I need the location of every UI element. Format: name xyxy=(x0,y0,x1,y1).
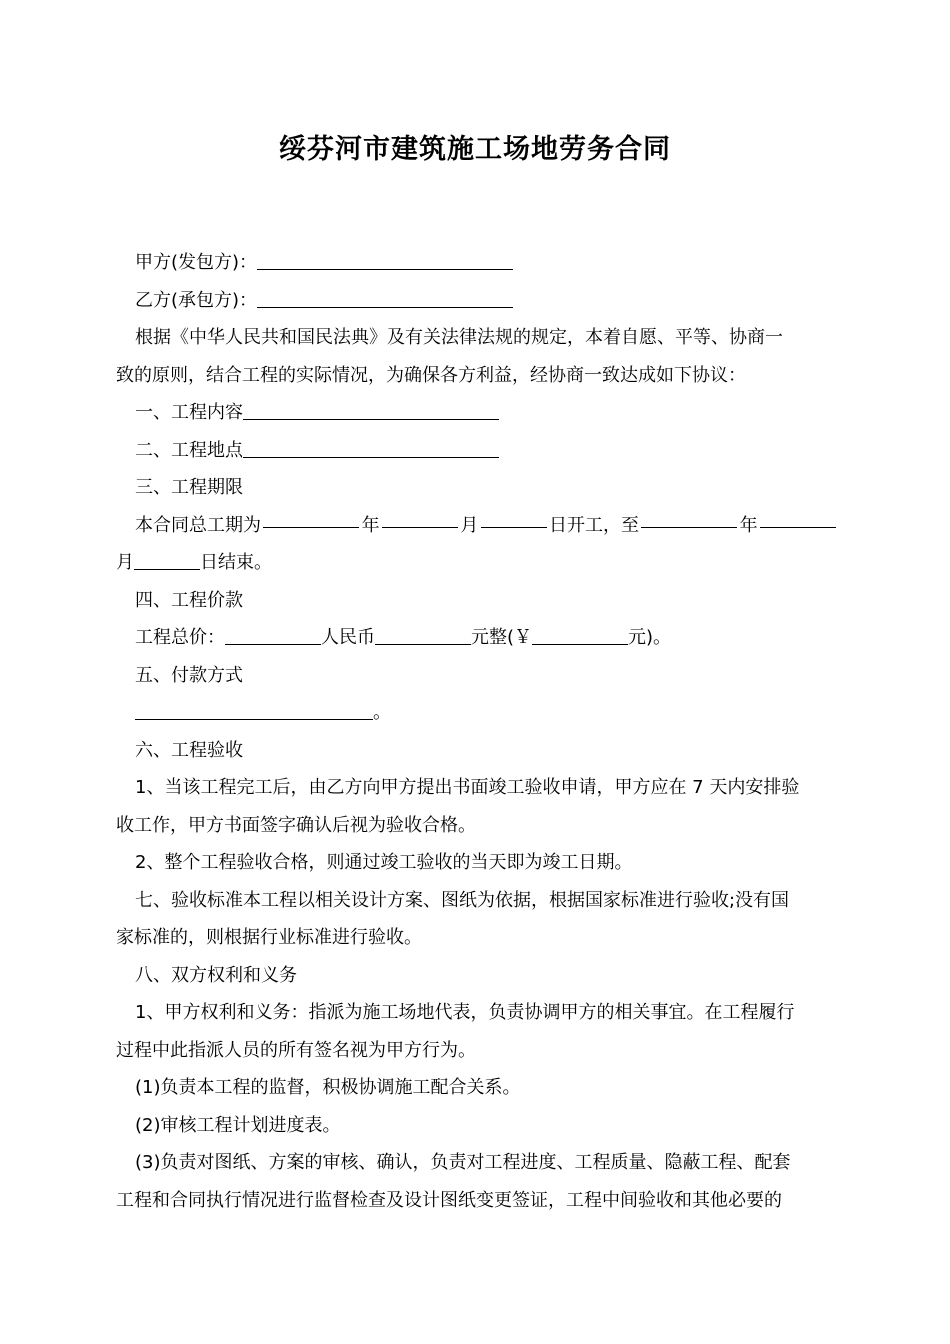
document-body xyxy=(116,244,836,1219)
preamble-line-1: 根据《中华人民共和国民法典》及有关法律法规的规定，本着自愿、平等、协商一 xyxy=(135,327,783,348)
price-line xyxy=(116,619,836,657)
section-4-label: 四、工程价款 xyxy=(135,589,243,611)
section-2-label: 二、工程地点 xyxy=(135,439,243,461)
payment-end: 。 xyxy=(373,702,391,723)
party-b-label: 乙方(承包方)： xyxy=(135,289,258,311)
party-a-line xyxy=(116,244,836,282)
rights-1-line-2: 过程中此指派人员的所有签名视为甲方行为。 xyxy=(116,1039,476,1061)
work-location-blank[interactable] xyxy=(243,437,499,458)
period-line-1 xyxy=(116,507,836,545)
period-end: 日结束。 xyxy=(200,552,272,573)
end-year-blank[interactable] xyxy=(641,507,737,528)
section-2-line xyxy=(116,432,836,470)
section-3-label: 三、工程期限 xyxy=(135,477,243,498)
section-1-line xyxy=(116,394,836,432)
section-1-label: 一、工程内容 xyxy=(135,402,243,423)
acceptance-1-line-1: 1、当该工程完工后，由乙方向甲方提出书面竣工验收申请，甲方应在 7 天内安排验 xyxy=(135,777,800,798)
party-b-blank[interactable] xyxy=(257,287,513,308)
price-blank-3[interactable] xyxy=(532,624,628,645)
end-day-blank[interactable] xyxy=(134,549,200,570)
period-year-2: 年 xyxy=(739,514,758,536)
start-month-blank[interactable] xyxy=(382,507,458,528)
duty-item-2: (2)审核工程计划进度表。 xyxy=(135,1114,341,1136)
price-end: 元)。 xyxy=(628,627,672,648)
end-month-blank[interactable] xyxy=(760,507,836,528)
period-month-1: 月 xyxy=(460,514,479,536)
duty-item-3-line-1: (3)负责对图纸、方案的审核、确认，负责对工程进度、工程质量、隐蔽工程、配套 xyxy=(135,1152,791,1173)
party-a-blank[interactable] xyxy=(257,249,513,270)
payment-line xyxy=(116,694,836,732)
section-6-label: 六、工程验收 xyxy=(135,739,243,761)
start-day-blank[interactable] xyxy=(481,507,547,528)
price-blank-2[interactable] xyxy=(375,624,471,645)
work-content-blank[interactable] xyxy=(243,399,499,420)
duty-item-1: (1)负责本工程的监督，积极协调施工配合关系。 xyxy=(135,1077,521,1098)
preamble-line-2: 致的原则，结合工程的实际情况，为确保各方利益，经协商一致达成如下协议： xyxy=(116,364,746,386)
price-whole: 元整(￥ xyxy=(471,627,533,648)
section-7-line-1: 七、验收标准本工程以相关设计方案、图纸为依据，根据国家标准进行验收;没有国 xyxy=(135,889,790,911)
period-prefix: 本合同总工期为 xyxy=(135,514,261,536)
acceptance-2: 2、整个工程验收合格，则通过竣工验收的当天即为竣工日期。 xyxy=(135,852,633,873)
start-year-blank[interactable] xyxy=(263,507,359,528)
period-line-2 xyxy=(116,544,836,582)
acceptance-1-line-2: 收工作，甲方书面签字确认后视为验收合格。 xyxy=(116,814,476,836)
payment-method-blank[interactable] xyxy=(135,699,373,720)
party-a-label: 甲方(发包方)： xyxy=(135,252,258,273)
period-year-1: 年 xyxy=(361,514,380,536)
party-b-line xyxy=(116,282,836,320)
section-7-line-2: 家标准的，则根据行业标准进行验收。 xyxy=(116,927,422,948)
document-title: 绥芬河市建筑施工场地劳务合同 xyxy=(279,134,671,165)
price-blank-1[interactable] xyxy=(225,624,321,645)
period-day-1: 日开工，至 xyxy=(548,514,639,536)
section-8-label: 八、双方权利和义务 xyxy=(135,964,297,986)
duty-item-3-line-2: 工程和合同执行情况进行监督检查及设计图纸变更签证，工程中间验收和其他必要的 xyxy=(116,1189,782,1211)
rights-1-line-1: 1、甲方权利和义务：指派为施工场地代表，负责协调甲方的相关事宜。在工程履行 xyxy=(135,1002,795,1023)
section-5-label: 五、付款方式 xyxy=(135,664,243,686)
price-rmb: 人民币 xyxy=(321,627,375,648)
period-month-2: 月 xyxy=(116,552,134,573)
price-prefix: 工程总价： xyxy=(135,627,225,648)
